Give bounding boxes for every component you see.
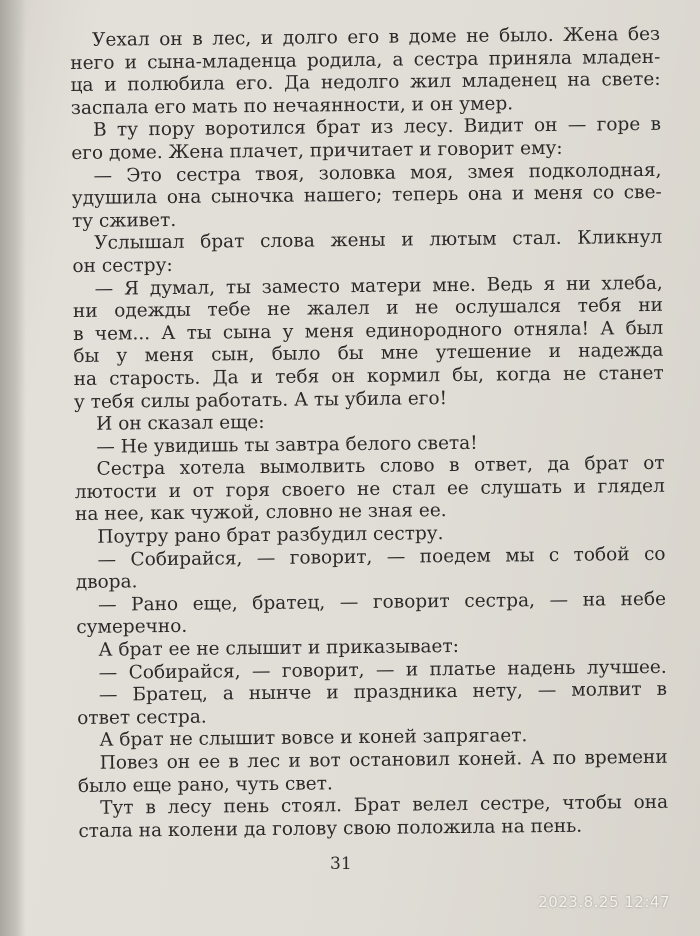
story-text: [70, 24, 668, 844]
text-line: В ту пору воротился брат из лесу. Видит он — горе в: [92, 114, 662, 142]
text-line: в чем... А ты сына у меня единородного отняла! А был: [73, 317, 664, 345]
page-number: 31: [330, 854, 352, 874]
text-line: И он сказал еще:: [96, 412, 265, 435]
text-line: А брат ее не слышит и приказывает:: [98, 635, 460, 661]
text-line: он сестру:: [72, 254, 173, 277]
text-line: — Я думал, ты заместо матери мне. Ведь я ни хлеба,: [94, 272, 663, 300]
text-line: — Братец, а нынче и праздника нету, — молвит в: [98, 679, 668, 706]
text-line: сумеречно.: [76, 616, 188, 639]
text-line: лютости и от горя своего не стал ее слушать и глядел: [74, 475, 665, 503]
book-gutter-shadow: [0, 0, 26, 936]
text-line: было еще рано, чуть свет.: [77, 772, 333, 797]
text-line: него и сына-младенца родила, а сестра приняла младен-: [70, 46, 661, 74]
text-line: — Не увидишь ты завтра белого света!: [96, 432, 478, 458]
text-line: удушила она сыночка нашего; теперь она и меня со све-: [71, 181, 662, 210]
text-line: у тебя силы работать. А ты убила его!: [73, 387, 448, 413]
text-line: на старость. Да и тебя он кормил бы, когда не станет: [73, 362, 664, 390]
text-line: — Собирайся, — говорит, — поедем мы с тобой со: [97, 543, 666, 571]
text-line: двора.: [75, 571, 138, 594]
text-line: Сестра хотела вымолвить слово в ответ, да брат от: [96, 453, 665, 481]
text-line: заспала его мать по нечаянности, и он умер.: [70, 93, 514, 119]
photo-timestamp: 2023.8.25 12:47: [538, 893, 670, 911]
text-line: — Это сестра твоя, золовка моя, змея подколодная,: [93, 159, 662, 187]
text-line: — Рано еще, братец, — говорит сестра, — на небе: [97, 588, 667, 616]
text-line: бы у меня сын, было бы мне утешение и надежда: [73, 340, 664, 368]
text-line: Повез он ее в лес и вот остановил коней. А по времени: [99, 746, 668, 774]
text-line: ответ сестра.: [77, 706, 207, 729]
text-line: стала на колени да голову свою положила на пень.: [78, 815, 583, 842]
text-line: А брат не слышит вовсе и коней запрягает.: [99, 725, 528, 752]
text-line: ца и полюбила его. Да недолго жил младенец на свете:: [70, 69, 661, 97]
text-line: Услышал брат слова жены и лютым стал. Кликнул: [94, 227, 663, 255]
text-line: ту сживет.: [71, 209, 177, 232]
text-line: — Собирайся, — говорит, — и платье надень лучшее.: [98, 656, 667, 684]
text-line: на нее, как чужой, словно не зная ее.: [74, 500, 447, 526]
text-line: его доме. Жена плачет, причитает и говорит ему:: [71, 137, 563, 164]
text-line: Тут в лесу пень стоял. Брат велел сестре, чтобы она: [100, 791, 669, 819]
text-line: ни одежды тебе не жалел и не ослушался тебя ни: [72, 294, 664, 323]
text-line: Уехал он в лес, и долго его в доме не было. Жена без: [91, 23, 661, 51]
text-line: Поутру рано брат разбудил сестру.: [97, 523, 444, 548]
